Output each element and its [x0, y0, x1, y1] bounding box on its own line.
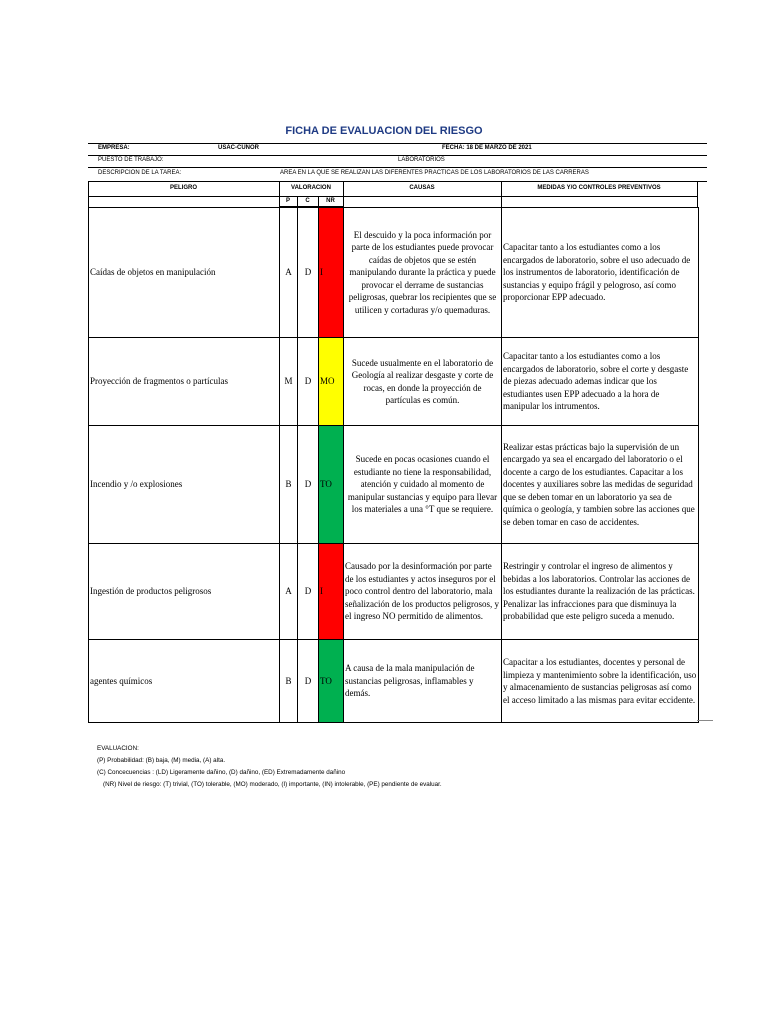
tarea-value: AREA EN LA QUE SE REALIZAN LAS DIFERENTES PRACTICAS DE LOS LABORATORIOS DE LAS CARRERAS	[280, 170, 589, 176]
column-header-line	[88, 196, 698, 197]
p-cell: M	[280, 338, 298, 426]
medida-cell: Capacitar tanto a los estudiantes como a los encargados de laboratorio, sobre el uso adecuado de los instrumentos de laboratorio, identificación de sustancias y equipo frágil y pelogroso, así como proporcionar EPP adecuado.	[502, 208, 699, 338]
risk-table	[88, 207, 699, 723]
p-cell: B	[280, 640, 298, 723]
tarea-label: DESCRIPCION DE LA TAREA:	[98, 170, 182, 176]
peligro-cell: Incendio y /o explosiones	[89, 426, 280, 544]
puesto-value: LABORATORIOS	[398, 157, 445, 163]
causa-cell: A causa de la mala manipulación de sustancias peligrosas, inflamables y demás.	[344, 640, 502, 723]
peligro-cell: Proyección de fragmentos o partículas	[89, 338, 280, 426]
header-line	[88, 167, 707, 168]
notes-consequences: (C) Concecuencias : (LD) Ligeramente dañino, (D) dañino, (ED) Extremadamente dañino	[97, 769, 346, 776]
col-medidas: MEDIDAS Y/O CONTROLES PREVENTIVOS	[537, 185, 661, 191]
p-cell: B	[280, 426, 298, 544]
notes-probability: (P) Probabilidad: (B) baja, (M) media, (A) alta.	[97, 757, 226, 764]
puesto-label: PUESTO DE TRABAJO:	[98, 157, 164, 163]
column-divider	[697, 181, 698, 207]
col-c: C	[305, 198, 310, 204]
notes-risk-level: (NR) Nivel de riesgo: (T) trivial, (TO) tolerable, (MO) moderado, (I) importante, (IN) intolerable, (PE) pendiente de evaluar.	[103, 781, 442, 788]
causa-cell: Sucede usualmente en el laboratorio de Geología al realizar desgaste y corte de rocas, en donde la proyección de partículas es común.	[344, 338, 502, 426]
nr-cell: I	[319, 208, 344, 338]
table-row	[89, 426, 699, 544]
c-cell: D	[298, 640, 319, 723]
nr-cell: TO	[319, 640, 344, 723]
peligro-cell: Ingestión de productos peligrosos	[89, 544, 280, 640]
empresa-value: USAC-CUNOR	[218, 145, 259, 151]
medida-cell: Capacitar a los estudiantes, docentes y personal de limpieza y mantenimiento sobre la identificación, uso y almacenamiento de sustancias peligrosas así como el acceso limitado a las mismas para evitar eccidente.	[502, 640, 699, 723]
col-nr: NR	[326, 198, 335, 204]
header-line	[88, 155, 707, 156]
col-peligro: PELIGRO	[169, 185, 197, 191]
peligro-cell: Caídas de objetos en manipulación	[89, 208, 280, 338]
causa-cell: El descuido y la poca información por parte de los estudiantes puede provocar caídas de objetos que se estén manipulando durante la práctica y puede provocar el derrame de sustancias peligrosas, quebrar los recipientes que se utilicen y cortaduras y/o quemaduras.	[344, 208, 502, 338]
c-cell: D	[298, 208, 319, 338]
table-row	[89, 338, 699, 426]
col-valoracion: VALORACION	[291, 185, 331, 191]
causa-cell: Sucede en pocas ocasiones cuando el estudiante no tiene la responsabilidad, atención y cuidado al momento de manipular sustancias y equipo para llevar los materiales a una °T que se requiere.	[344, 426, 502, 544]
table-row	[89, 208, 699, 338]
peligro-cell: agentes químicos	[89, 640, 280, 723]
nr-cell: TO	[319, 426, 344, 544]
header-line	[88, 143, 707, 144]
nr-cell: MO	[319, 338, 344, 426]
medida-cell: Restringir y controlar el ingreso de alimentos y bebidas a los laboratorios. Controlar las acciones de los estudiantes durante la realización de las prácticas. Penalizar las infracciones para que disminuya la probabilidad que este peligro suceda a menudo.	[502, 544, 699, 640]
table-row	[89, 640, 699, 723]
nr-cell: I	[319, 544, 344, 640]
c-cell: D	[298, 426, 319, 544]
causa-cell: Causado por la desinformación por parte de los estudiantes y actos inseguros por el poco control dentro del laboratorio, mala señalización de los productos peligrosos, y el ingreso NO permitido de alimentos.	[344, 544, 502, 640]
document-title: FICHA DE EVALUACION DEL RIESGO	[285, 125, 483, 137]
empresa-label: EMPRESA:	[98, 145, 130, 151]
table-bottom-extension	[697, 720, 713, 721]
fecha: FECHA: 18 DE MARZO DE 2021	[442, 145, 532, 151]
medida-cell: Realizar estas prácticas bajo la supervisión de un encargado ya sea el encargado del laboratorio o el docente a cargo de los estudiantes. Capacitar a los docentes y auxiliares sobre las medidas de seguridad que se deben tomar en un laboratorio ya sea de química o geología, y tambien sobre las acciones que se deben tomar en caso de accidentes.	[502, 426, 699, 544]
evaluation-notes	[97, 743, 442, 791]
table-row	[89, 544, 699, 640]
col-causas: CAUSAS	[409, 185, 435, 191]
c-cell: D	[298, 544, 319, 640]
notes-heading: EVALUACION:	[97, 745, 139, 752]
p-cell: A	[280, 544, 298, 640]
medida-cell: Capacitar tanto a los estudiantes como a los encargados de laboratorio, sobre el corte y desgaste de piezas adecuado ademas indicar que los estudiantes usen EPP adecuado a la hora de manipular los intrumentos.	[502, 338, 699, 426]
c-cell: D	[298, 338, 319, 426]
col-p: P	[285, 198, 290, 204]
p-cell: A	[280, 208, 298, 338]
header-line	[88, 181, 707, 182]
